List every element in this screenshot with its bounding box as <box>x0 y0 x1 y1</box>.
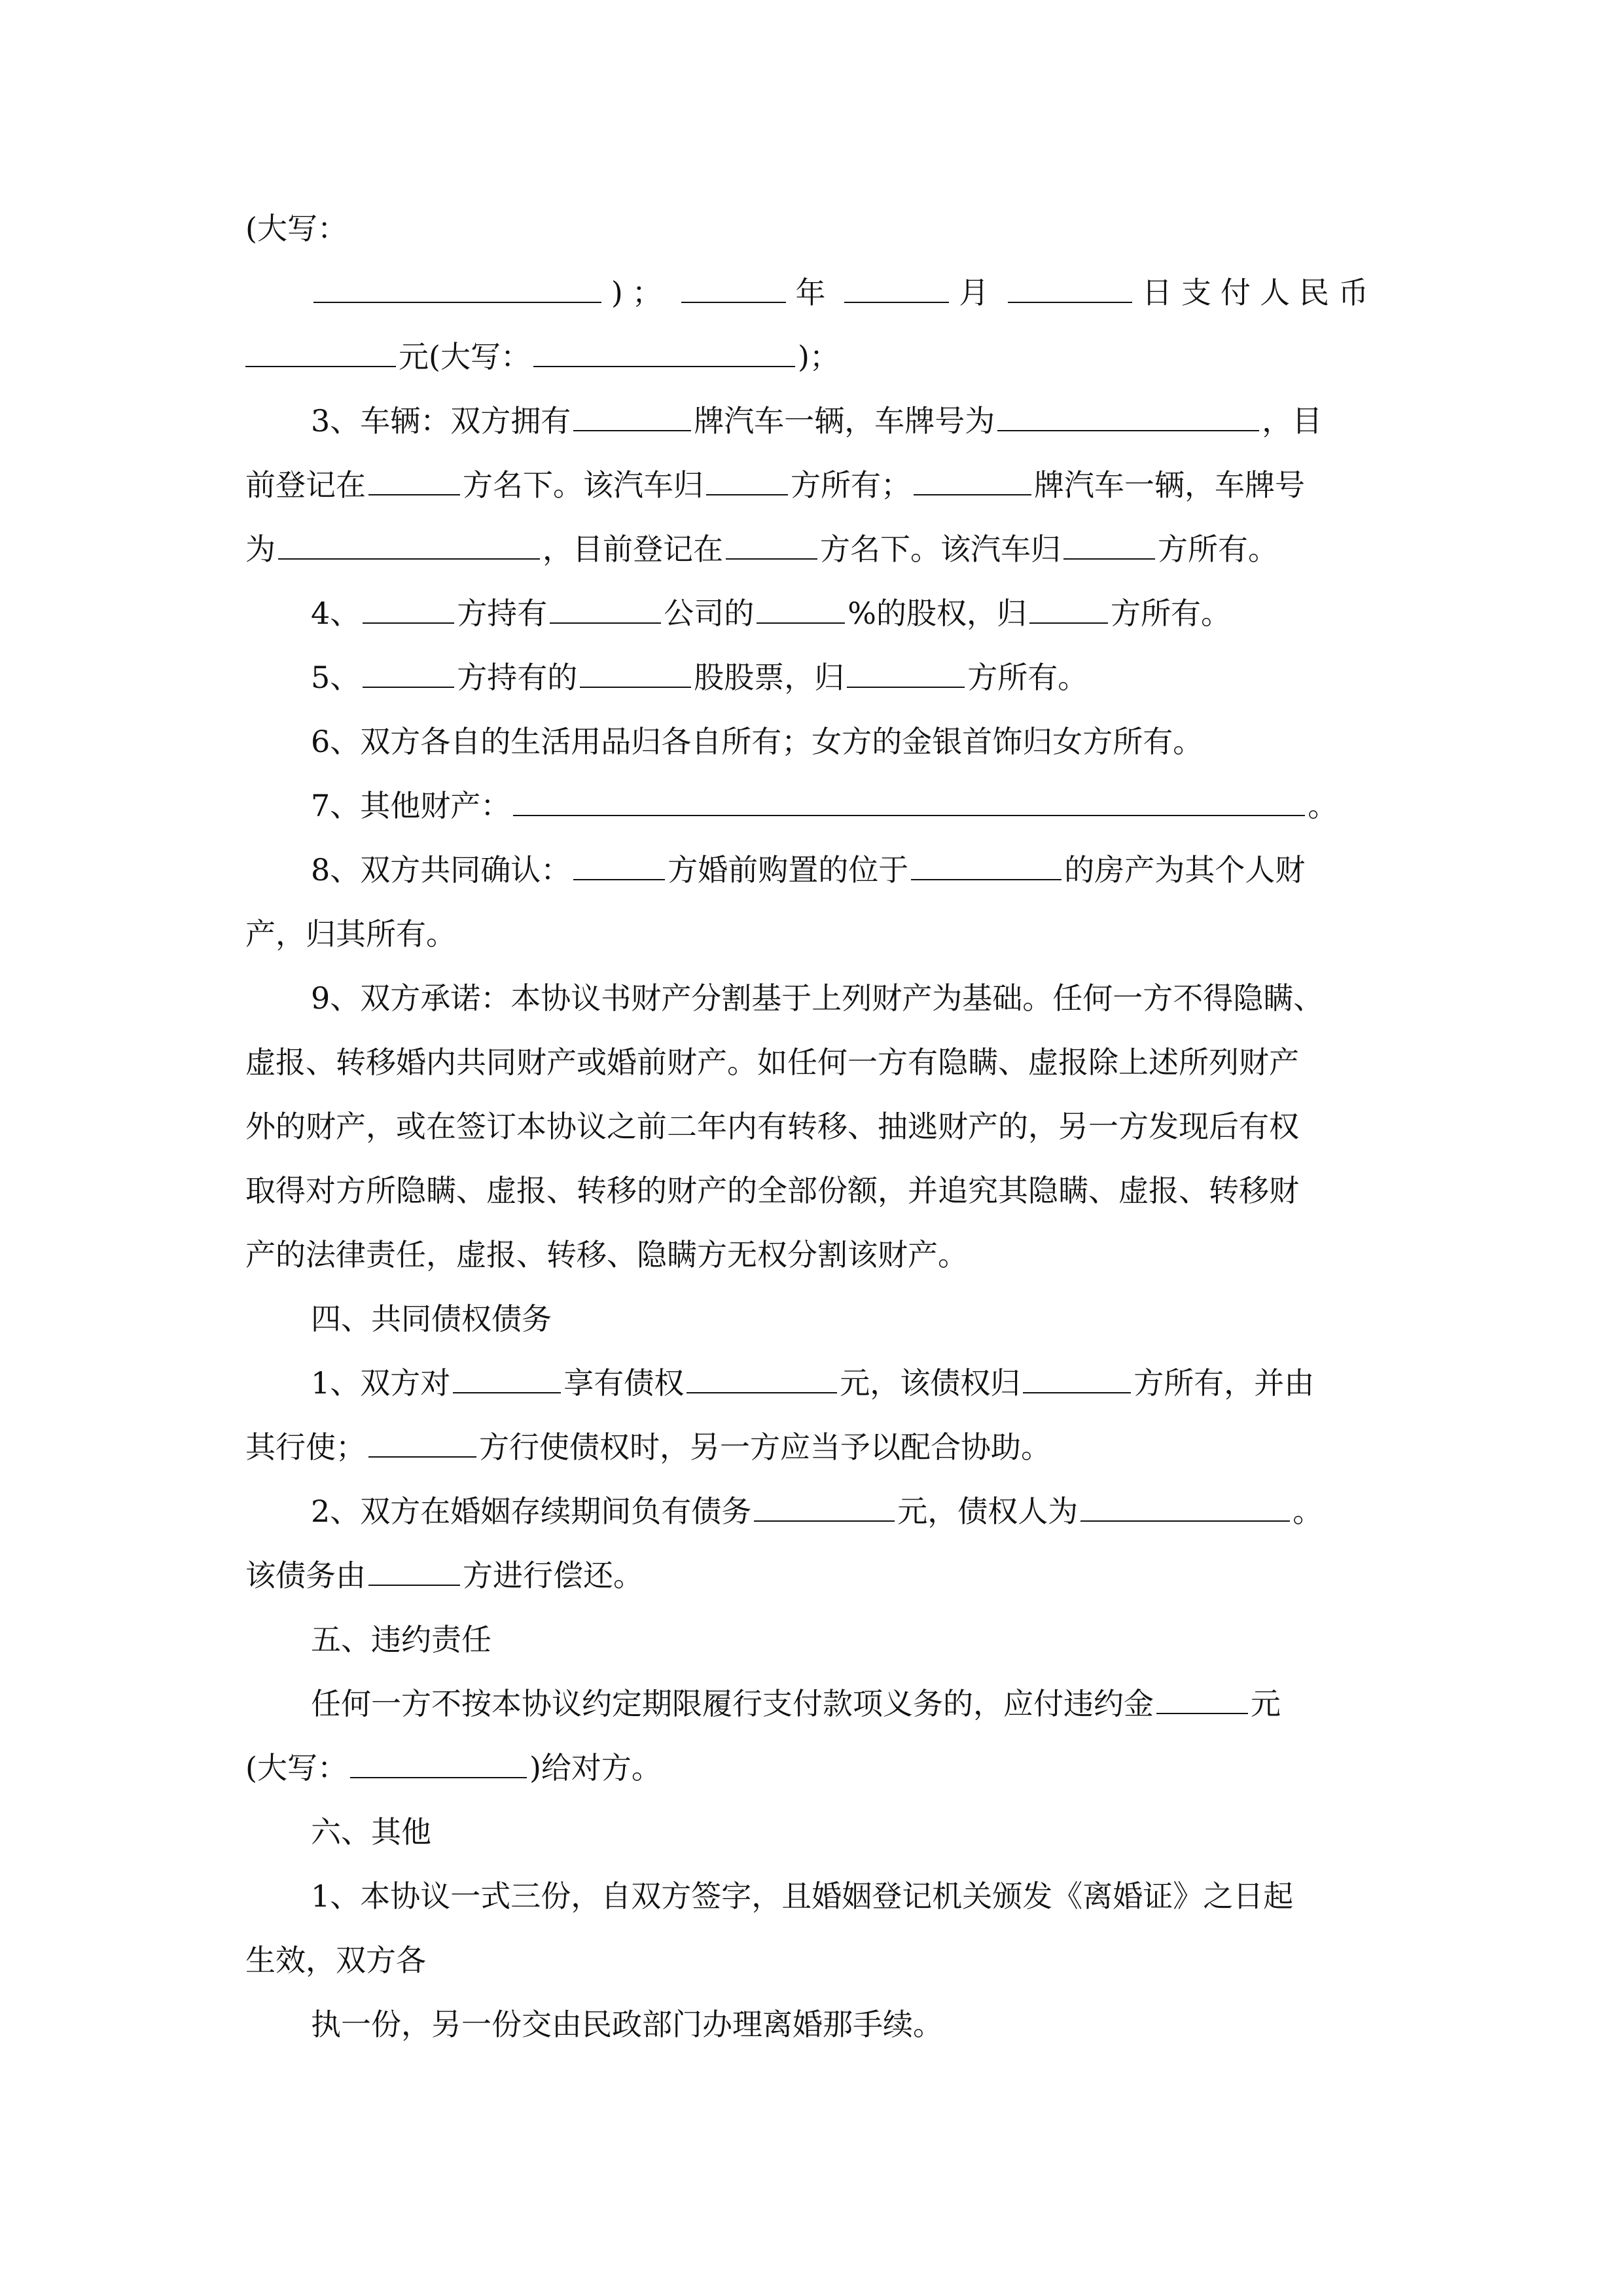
text-line: 外的财产，或在签订本协议之前二年内有转移、抽逃财产的，另一方发现后有权 <box>245 1109 1299 1144</box>
text-line: 5、 方持有的 股股票，归 方所有。 <box>245 645 1378 709</box>
blank-field <box>847 656 965 688</box>
text-line: 元(大写： )； <box>245 325 1378 389</box>
text-line: 执一份，另一份交由民政部门办理离婚那手续。 <box>311 2007 943 2042</box>
blank-field <box>350 1747 527 1778</box>
blank-field <box>757 592 845 624</box>
text-line: 4、 方持有 公司的 %的股权，归 方所有。 <box>245 581 1378 645</box>
blank-field <box>550 592 661 624</box>
blank-field <box>754 1490 895 1522</box>
blank-field <box>363 592 454 624</box>
blank-field <box>245 336 396 367</box>
blank-field <box>278 528 540 560</box>
blank-field <box>573 849 665 880</box>
text-line: 虚报、转移婚内共同财产或婚前财产。如任何一方有隐瞒、虚报除上述所列财产 <box>245 1045 1299 1080</box>
text-line: 8、双方共同确认： 方婚前购置的位于 的房产为其个人财 <box>245 838 1378 902</box>
blank-field <box>1156 1683 1248 1714</box>
blank-field <box>453 1362 561 1393</box>
blank-field <box>368 464 460 495</box>
text-line: 6、双方各自的生活用品归各自所有；女方的金银首饰归女方所有。 <box>311 724 1204 759</box>
text-line: 为 ，目前登记在 方名下。该汽车归 方所有。 <box>245 517 1378 581</box>
text-line: 前登记在 方名下。该汽车归 方所有； 牌汽车一辆，车牌号 <box>245 453 1378 517</box>
section-heading: 四、共同债权债务 <box>311 1301 552 1336</box>
blank-field <box>368 1554 460 1586</box>
blank-field <box>1029 592 1108 624</box>
text-line: 3、车辆：双方拥有 牌汽车一辆，车牌号为 ，目 <box>245 389 1378 453</box>
blank-field <box>363 656 454 688</box>
text-line: 任何一方不按本协议约定期限履行支付款项义务的，应付违约金 元 <box>245 1672 1378 1736</box>
text-line: (大写： <box>245 211 348 246</box>
blank-field <box>1063 528 1155 560</box>
text-line: 该债务由 方进行偿还。 <box>245 1543 1378 1607</box>
blank-field <box>580 656 691 688</box>
blank-field <box>1023 1362 1131 1393</box>
text-line: 其行使； 方行使债权时，另一方应当予以配合协助。 <box>245 1415 1378 1479</box>
text-line: )； 年 月 日支付人民币 <box>245 260 1378 325</box>
blank-field <box>313 272 601 303</box>
blank-field <box>706 464 788 495</box>
blank-field <box>533 336 795 367</box>
text-line: 1、双方对 享有债权 元，该债权归 方所有，并由 <box>245 1351 1378 1415</box>
blank-field <box>1080 1490 1290 1522</box>
blank-field <box>914 464 1031 495</box>
section-heading: 六、其他 <box>311 1814 431 1850</box>
blank-field <box>726 528 817 560</box>
blank-field <box>997 400 1259 431</box>
blank-field <box>911 849 1061 880</box>
text-line: 9、双方承诺：本协议书财产分割基于上列财产为基础。任何一方不得隐瞒、 <box>311 980 1324 1016</box>
blank-field <box>1008 272 1132 303</box>
blank-field <box>844 272 949 303</box>
document-body <box>245 196 1378 2056</box>
text-line: 2、双方在婚姻存续期间负有债务 元，债权人为 。 <box>245 1479 1378 1543</box>
text-line: 7、其他财产： 。 <box>245 774 1378 838</box>
blank-field <box>681 272 786 303</box>
blank-field <box>513 785 1305 816</box>
text-line: 产的法律责任，虚报、转移、隐瞒方无权分割该财产。 <box>245 1237 968 1272</box>
text-line: 取得对方所隐瞒、虚报、转移的财产的全部份额，并追究其隐瞒、虚报、转移财 <box>245 1173 1299 1208</box>
section-heading: 五、违约责任 <box>311 1622 491 1657</box>
blank-field <box>573 400 691 431</box>
blank-field <box>687 1362 837 1393</box>
blank-field <box>368 1426 476 1458</box>
text-line: 1、本协议一式三份，自双方签字，且婚姻登记机关颁发《离婚证》之日起 <box>311 1878 1294 1914</box>
text-line: 产，归其所有。 <box>245 916 456 952</box>
text-line: 生效，双方各 <box>245 1943 426 1978</box>
text-line: (大写： )给对方。 <box>245 1736 1378 1800</box>
